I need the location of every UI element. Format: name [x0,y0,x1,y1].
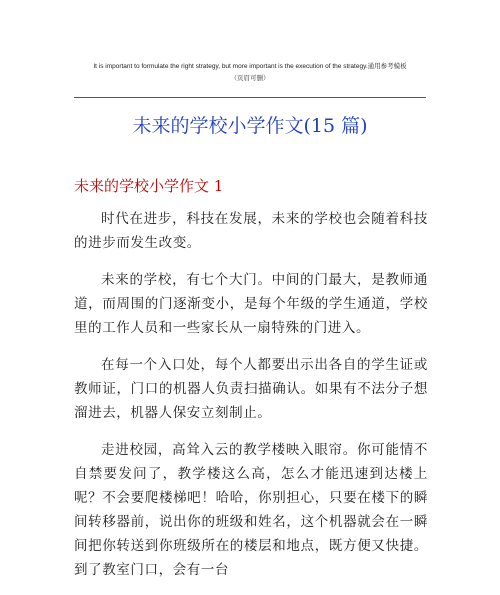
paragraph: 时代在进步，科技在发展，未来的学校也会随着科技的进步而发生改变。 [74,211,428,251]
header-removable-note: （页眉可删） [230,74,270,82]
header-divider [74,97,426,98]
paragraph: 走进校园，高耸入云的教学楼映入眼帘。你可能情不自禁要发问了，教学楼这么高，怎么才能迅速到达楼上呢？不会要爬楼梯吧！哈哈，你别担心，只要在楼下的瞬间转移器前，说出你的班级和姓名，这个机器就会在一瞬间把你转送到你班级所在的楼层和地点，既方便又快捷。到了教室门口，会有一台 [74,442,428,578]
paragraph: 在每一个入口处，每个人都要出示出各自的学生证或教师证，门口的机器人负责扫描确认。如果有不法分子想溜进去，机器人保安立刻制止。 [74,357,428,421]
document-body [74,207,428,595]
header-strategy-text: It is important to formulate the right strategy, but more important is the execution of the strategy.通用参考模板 [93,63,407,70]
document-title: 未来的学校小学作文(15 篇) [132,115,368,137]
paragraph: 未来的学校，有七个大门。中间的门最大，是教师通道，而周围的门逐渐变小，是每个年级的学生通道，学校里的工作人员和一些家长从一扇特殊的门进入。 [74,272,428,336]
section-heading: 未来的学校小学作文 1 [74,177,224,195]
page-header [0,62,500,83]
